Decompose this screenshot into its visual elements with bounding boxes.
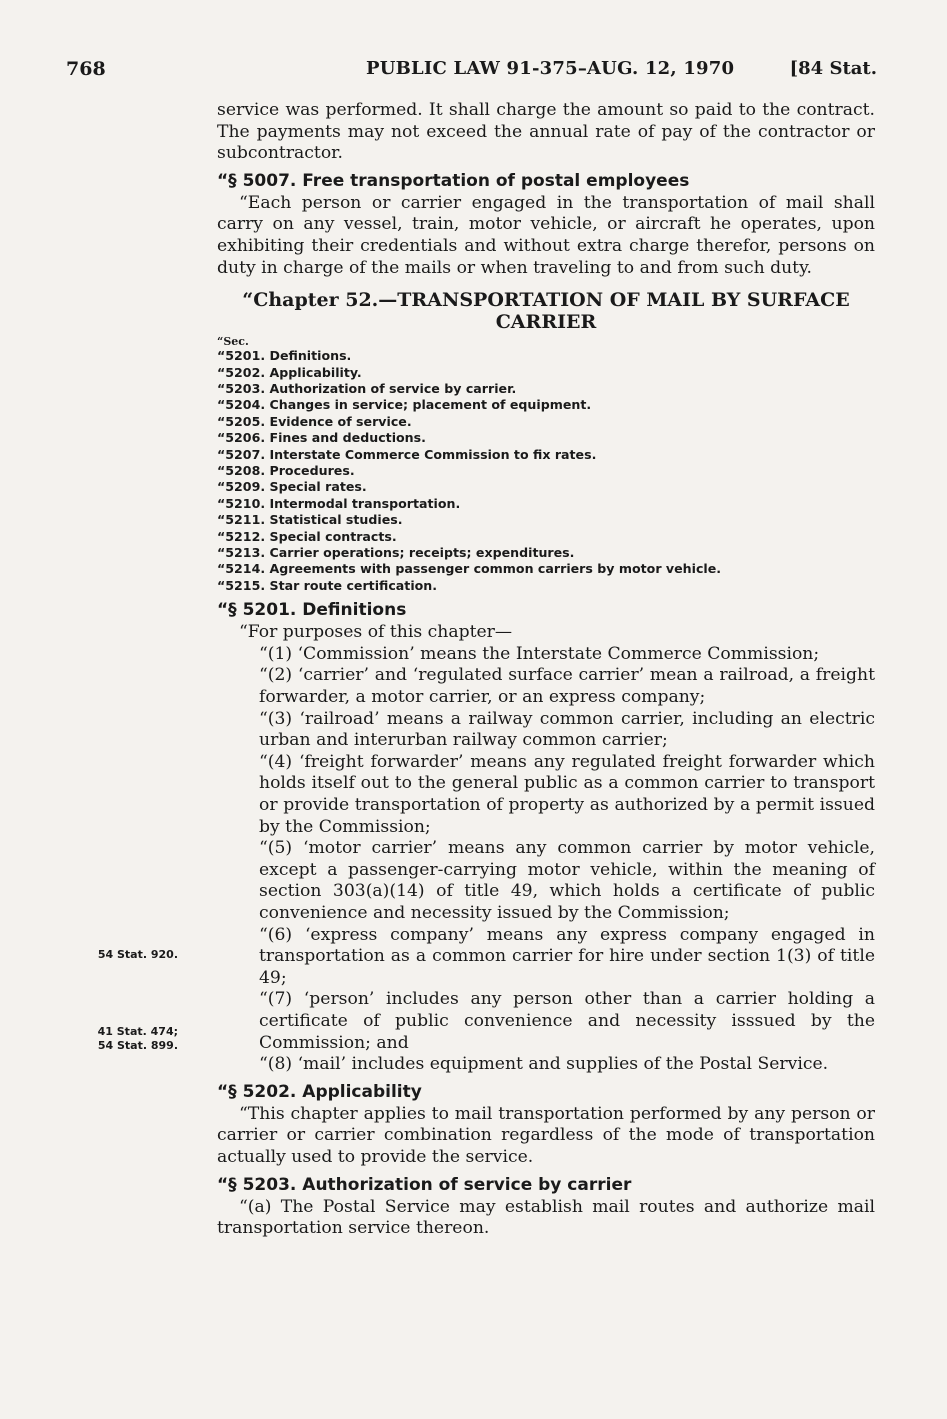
toc-item: “5206. Fines and deductions. bbox=[217, 430, 426, 446]
section-5007-text: “Each person or carrier engaged in the transportation of mail shall carry on any vessel, train, motor vehicle, or aircraft he operates, upon exhibiting their credentials and without extra charge therefor, persons on duty in charge of the mails or when traveling to and from such duty. bbox=[217, 192, 875, 278]
section-5007-heading: “§ 5007. Free transportation of postal employees bbox=[217, 170, 690, 191]
section-5201-lead: “For purposes of this chapter— bbox=[239, 622, 513, 643]
section-5202-heading: “§ 5202. Applicability bbox=[217, 1081, 422, 1102]
toc-item: “5211. Statistical studies. bbox=[217, 512, 403, 528]
definition-item: “(1) ‘Commission’ means the Interstate Commerce Commission; bbox=[259, 643, 820, 664]
margin-note-citation: 54 Stat. 920. bbox=[97, 948, 178, 961]
section-5202-text: “This chapter applies to mail transportation performed by any person or carrier or carrier combination regardless of the mode of transportation actually used to provide the service. bbox=[217, 1103, 875, 1167]
definition-item: “(5) ‘motor carrier’ means any common carrier by motor vehicle, except a passenger-carrying motor vehicle, within the meaning of section 303(a)(14) of title 49, which holds a certificate of public convenience and necessity issued by the Commission; bbox=[259, 838, 875, 923]
definition-item: “(2) ‘carrier’ and ‘regulated surface carrier’ mean a railroad, a freight forwarder, a motor carrier, or an express company; bbox=[259, 665, 875, 708]
statute-reference: [84 Stat. bbox=[789, 58, 877, 79]
toc-item: “5205. Evidence of service. bbox=[217, 413, 412, 429]
chapter-toc bbox=[217, 348, 875, 594]
section-5203-text: “(a) The Postal Service may establish mail routes and authorize mail transportation service thereon. bbox=[217, 1196, 875, 1239]
section-5201-heading: “§ 5201. Definitions bbox=[217, 600, 407, 621]
running-title: PUBLIC LAW 91-375–AUG. 12, 1970 bbox=[366, 58, 735, 79]
page-header bbox=[66, 58, 877, 86]
toc-item: “5203. Authorization of service by carrier. bbox=[217, 380, 517, 396]
toc-label: “Sec. bbox=[217, 335, 249, 349]
margin-note-citation bbox=[60, 1025, 178, 1053]
toc-item: “5201. Definitions. bbox=[217, 348, 352, 364]
definition-item: “(7) ‘person’ includes any person other than a carrier holding a certificate of public convenience and necessity isssued by the Commission; and bbox=[259, 989, 875, 1053]
toc-item: “5210. Intermodal transportation. bbox=[217, 495, 461, 511]
chapter-52-heading: “Chapter 52.—TRANSPORTATION OF MAIL BY SURFACE CARRIER bbox=[242, 289, 850, 334]
definition-item: “(3) ‘railroad’ means a railway common carrier, including an electric urban and interurban railway common carrier; bbox=[259, 708, 875, 751]
toc-item: “5213. Carrier operations; receipts; expenditures. bbox=[217, 545, 575, 561]
toc-item: “5208. Procedures. bbox=[217, 463, 355, 478]
margin-note-line: 41 Stat. 474; bbox=[97, 1025, 178, 1038]
toc-item: “5209. Special rates. bbox=[217, 479, 367, 495]
section-5203-heading: “§ 5203. Authorization of service by carrier bbox=[217, 1174, 632, 1195]
margin-note-line: 54 Stat. 899. bbox=[97, 1039, 178, 1052]
page-number: 768 bbox=[66, 58, 106, 80]
definition-item: “(6) ‘express company’ means any express company engaged in transportation as a common carrier for hire under section 1(3) of title 49; bbox=[259, 924, 875, 988]
toc-item: “5212. Special contracts. bbox=[217, 528, 397, 544]
intro-paragraph: service was performed. It shall charge the amount so paid to the contract. The payments may not exceed the annual rate of pay of the contractor or subcontractor. bbox=[217, 100, 875, 164]
toc-item: “5204. Changes in service; placement of equipment. bbox=[217, 397, 592, 413]
toc-item: “5207. Interstate Commerce Commission to fix rates. bbox=[217, 446, 597, 462]
toc-item: “5214. Agreements with passenger common carriers by motor vehicle. bbox=[217, 561, 722, 577]
document-body bbox=[217, 100, 875, 1240]
definition-item: “(8) ‘mail’ includes equipment and supplies of the Postal Service. bbox=[259, 1054, 829, 1075]
toc-item: “5202. Applicability. bbox=[217, 364, 362, 380]
toc-item: “5215. Star route certification. bbox=[217, 577, 438, 593]
definition-item: “(4) ‘freight forwarder’ means any regulated freight forwarder which holds itself out to the general public as a common carrier to transport or provide transportation of property as authorized by a permit issued by the Commission; bbox=[259, 751, 875, 837]
